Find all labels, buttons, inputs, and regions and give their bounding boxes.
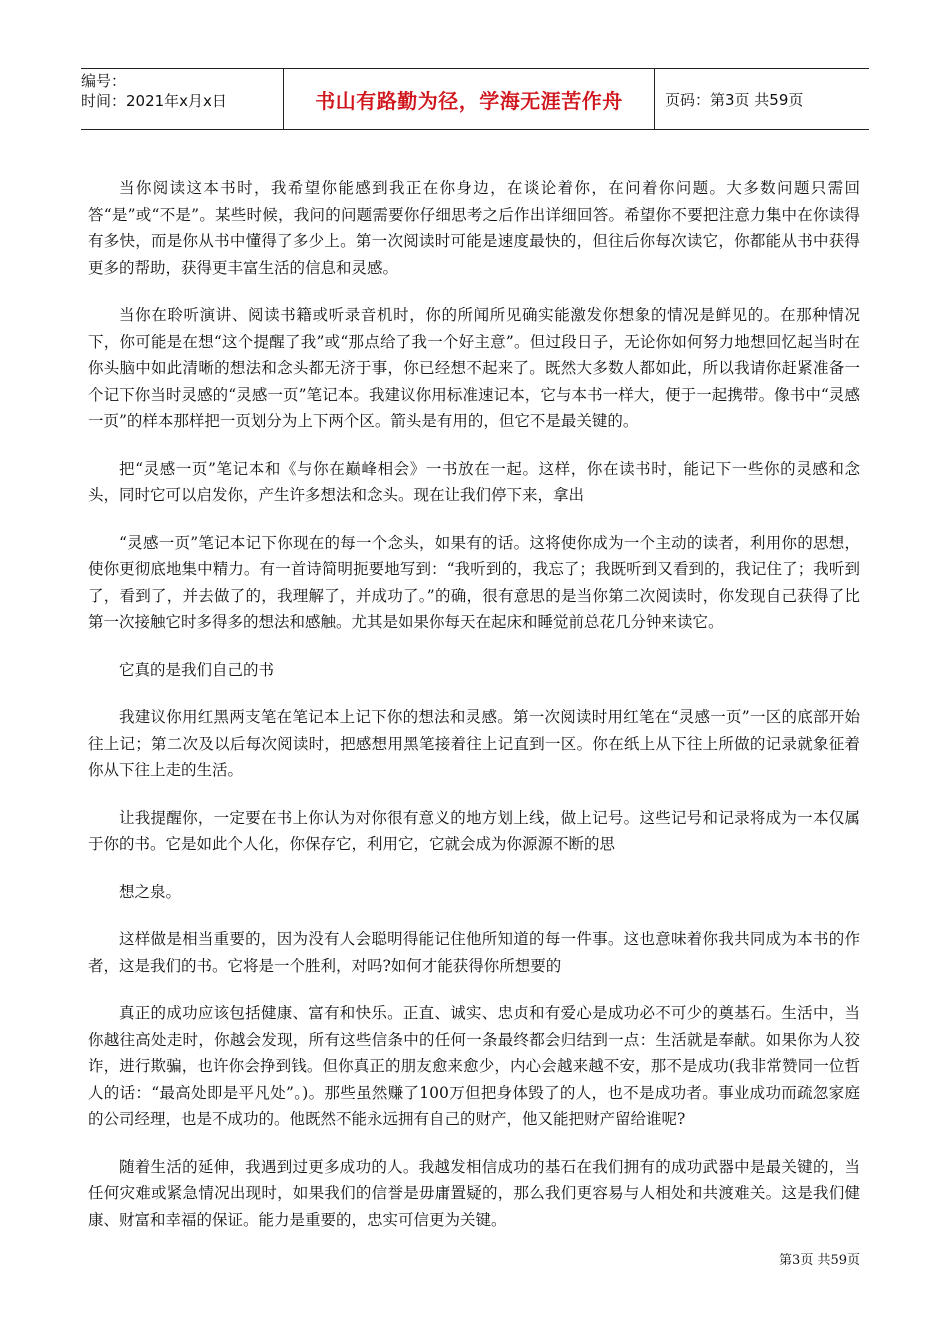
header-motto: 书山有路勤为径，学海无涯苦作舟 <box>315 88 623 113</box>
paragraph: 当你阅读这本书时，我希望你能感到我正在你身边，在谈论着你，在问着你问题。大多数问题只需回答“是”或“不是”。某些时候，我问的问题需要你仔细思考之后作出详细回答。希望你不要把注意力集中在你读得有多快，而是你从书中懂得了多少上。第一次阅读时可能是速度最快的，但往后你每次读它，你都能从书中获得更多的帮助，获得更丰富生活的信息和灵感。 <box>88 179 860 277</box>
header-page-cell <box>655 69 869 129</box>
document-number-label: 编号： <box>81 72 127 90</box>
paragraph: 随着生活的延伸，我遇到过更多成功的人。我越发相信成功的基石在我们拥有的成功武器中是最关键的，当任何灾难或紧急情况出现时，如果我们的信誉是毋庸置疑的，那么我们更容易与人相处和共渡难关。这是我们健康、财富和幸福的保证。能力是重要的，忠实可信更为关键。 <box>88 1157 860 1229</box>
page-footer: 第3页 共59页 <box>779 1253 860 1268</box>
section-heading: 它真的是我们自己的书 <box>119 660 275 679</box>
document-body <box>88 175 860 1254</box>
header-page-number: 页码：第3页 共59页 <box>665 90 804 109</box>
paragraph: 当你在聆听演讲、阅读书籍或听录音机时，你的所闻所见确实能激发你想象的情况是鲜见的。在那种情况下，你可能是在想“这个提醒了我”或“那点给了我一个好主意”。但过段日子，无论你如何努力地想回忆起当时在你头脑中如此清晰的想法和念头都无济于事，你已经想不起来了。既然大多数人都如此，所以我请你赶紧准备一个记下你当时灵感的“灵感一页”笔记本。我建议你用标准速记本，它与本书一样大，便于一起携带。像书中“灵感一页”的样本那样把一页划分为上下两个区。箭头是有用的，但它不是最关键的。 <box>88 306 860 430</box>
paragraph: 真正的成功应该包括健康、富有和快乐。正直、诚实、忠贞和有爱心是成功必不可少的奠基石。生活中，当你越往高处走时，你越会发现，所有这些信条中的任何一条最终都会归结到一点：生活就是奉献。如果你为人狡诈，进行欺骗，也许你会挣到钱。但你真正的朋友愈来愈少，内心会越来越不安，那不是成功(我非常赞同一位哲人的话：“最高处即是平凡处”。)。那些虽然赚了100万但把身体毁了的人，也不是成功者。事业成功而疏忽家庭的公司经理，也是不成功的。他既然不能永远拥有自己的财产，他又能把财产留给谁呢? <box>88 1004 860 1128</box>
paragraph: “灵感一页”笔记本记下你现在的每一个念头，如果有的话。这将使你成为一个主动的读者，利用你的思想，使你更彻底地集中精力。有一首诗简明扼要地写到：“我听到的，我忘了；我既听到又看到的，我记住了；我听到了，看到了，并去做了的，我理解了，并成功了。”的确，很有意思的是当你第二次阅读时，你发现自己获得了比第一次接触它时多得多的想法和感触。尤其是如果你每天在起床和睡觉前总花几分钟来读它。 <box>88 533 860 631</box>
paragraph: 我建议你用红黑两支笔在笔记本上记下你的想法和灵感。第一次阅读时用红笔在“灵感一页”一区的底部开始往上记；第二次及以后每次阅读时，把感想用黑笔接着往上记直到一区。你在纸上从下往上所做的记录就象征着你从下往上走的生活。 <box>88 708 860 779</box>
header-motto-cell <box>283 69 655 129</box>
paragraph: 让我提醒你，一定要在书上你认为对你很有意义的地方划上线，做上记号。这些记号和记录将成为一本仅属于你的书。它是如此个人化，你保存它，利用它，它就会成为你源源不断的思 <box>88 808 860 853</box>
paragraph: 想之泉。 <box>119 882 182 901</box>
header-meta <box>81 69 283 129</box>
paragraph: 把“灵感一页”笔记本和《与你在巅峰相会》一书放在一起。这样，你在读书时，能记下一些你的灵感和念头，同时它可以启发你，产生许多想法和念头。现在让我们停下来，拿出 <box>88 459 860 504</box>
page-header <box>81 68 869 130</box>
paragraph: 这样做是相当重要的，因为没有人会聪明得能记住他所知道的每一件事。这也意味着你我共同成为本书的作者，这是我们的书。它将是一个胜利，对吗?如何才能获得你所想要的 <box>88 930 860 975</box>
document-date-label: 时间：2021年x月x日 <box>81 92 227 110</box>
